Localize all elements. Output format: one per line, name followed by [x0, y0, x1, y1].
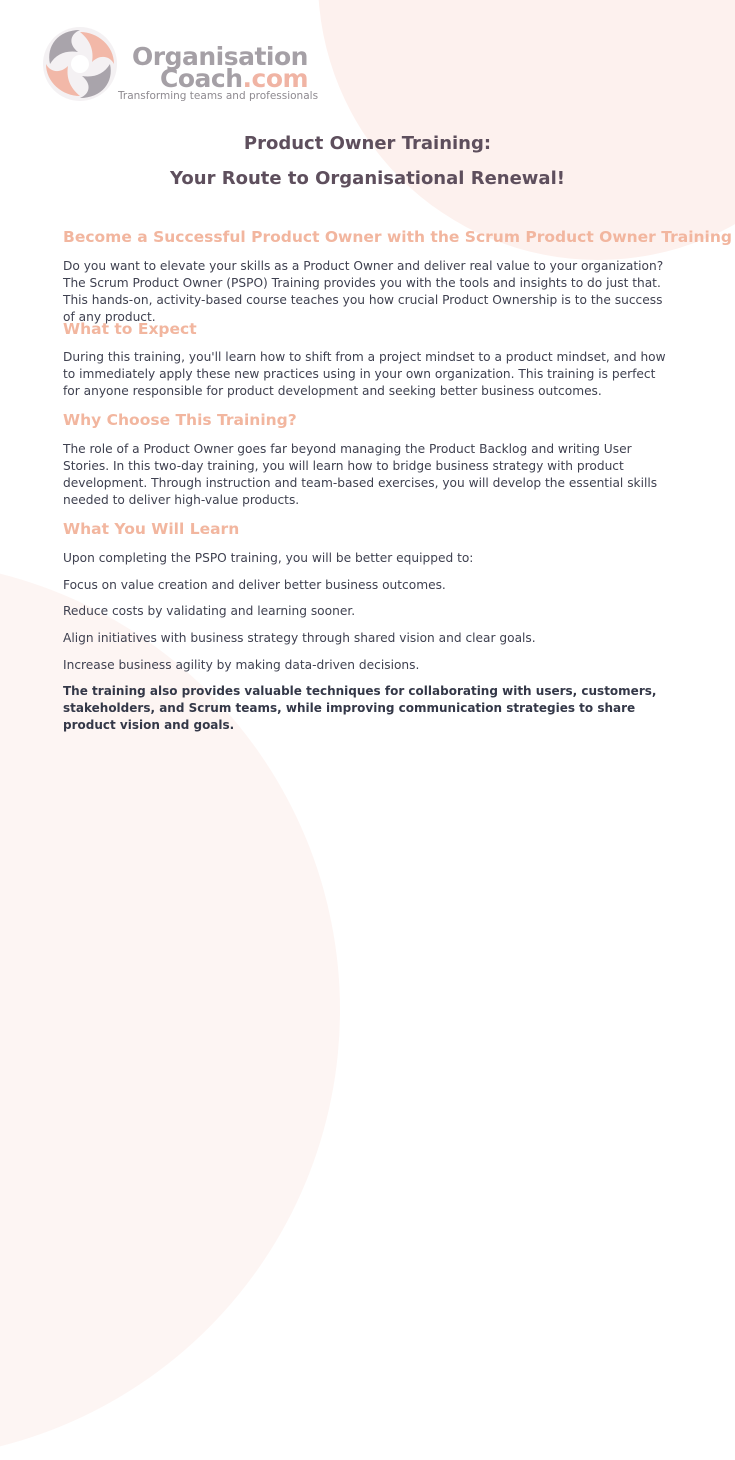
- page-title-line1: Product Owner Training:: [243, 133, 492, 154]
- logo-name-line2: Coach: [160, 64, 243, 93]
- learn-item: Reduce costs by validating and learning sooner.: [63, 604, 356, 618]
- page-title-line2: Your Route to Organisational Renewal!: [170, 168, 565, 189]
- section-heading-become-po: Become a Successful Product Owner with the Scrum Product Owner Training: [63, 228, 732, 246]
- learn-intro: Upon completing the PSPO training, you will be better equipped to:: [63, 551, 474, 565]
- section-text-become-po: Do you want to elevate your skills as a Product Owner and deliver real value to your organization? The Scrum Product Owner (PSPO) Training provides you with the tools and insights to do just that. This hands-on, activity-based course teaches you how crucial Product Ownership is to the success of any product.: [63, 259, 664, 324]
- learn-item: Increase business agility by making data-driven decisions.: [63, 658, 420, 672]
- section-text-why-choose: The role of a Product Owner goes far beyond managing the Product Backlog and writing User Stories. In this two-day training, you will learn how to bridge business strategy with product development. Through instruction and team-based exercises, you will develop the essential skills needed to deliver high-value products.: [63, 442, 658, 507]
- learn-closing: The training also provides valuable techniques for collaborating with users, customers, stakeholders, and Scrum teams, while improving communication strategies to share product vision and goals.: [63, 684, 657, 732]
- section-heading-what-to-expect: What to Expect: [63, 320, 197, 338]
- learn-item: Focus on value creation and deliver better business outcomes.: [63, 578, 446, 592]
- section-text-what-to-expect: During this training, you'll learn how to shift from a project mindset to a product mindset, and how to immediately apply these new practices using in your own organization. This training is perfect for anyone responsible for product development and seeking better business outcomes.: [63, 350, 666, 398]
- section-heading-what-you-learn: What You Will Learn: [63, 520, 240, 538]
- logo-name-line1: Organisation: [132, 42, 308, 71]
- learn-item: Align initiatives with business strategy through shared vision and clear goals.: [63, 631, 536, 645]
- logo-wordmark: [132, 42, 309, 93]
- logo-swirl-icon: [40, 24, 120, 104]
- organisation-coach-logo[interactable]: [40, 24, 319, 104]
- logo-name-suffix: .com: [242, 64, 309, 93]
- logo-tagline: Transforming teams and professionals: [118, 90, 319, 102]
- logo-name-line2-wrap: [132, 64, 309, 93]
- background-decor-top: [318, 0, 735, 260]
- section-heading-why-choose: Why Choose This Training?: [63, 411, 297, 429]
